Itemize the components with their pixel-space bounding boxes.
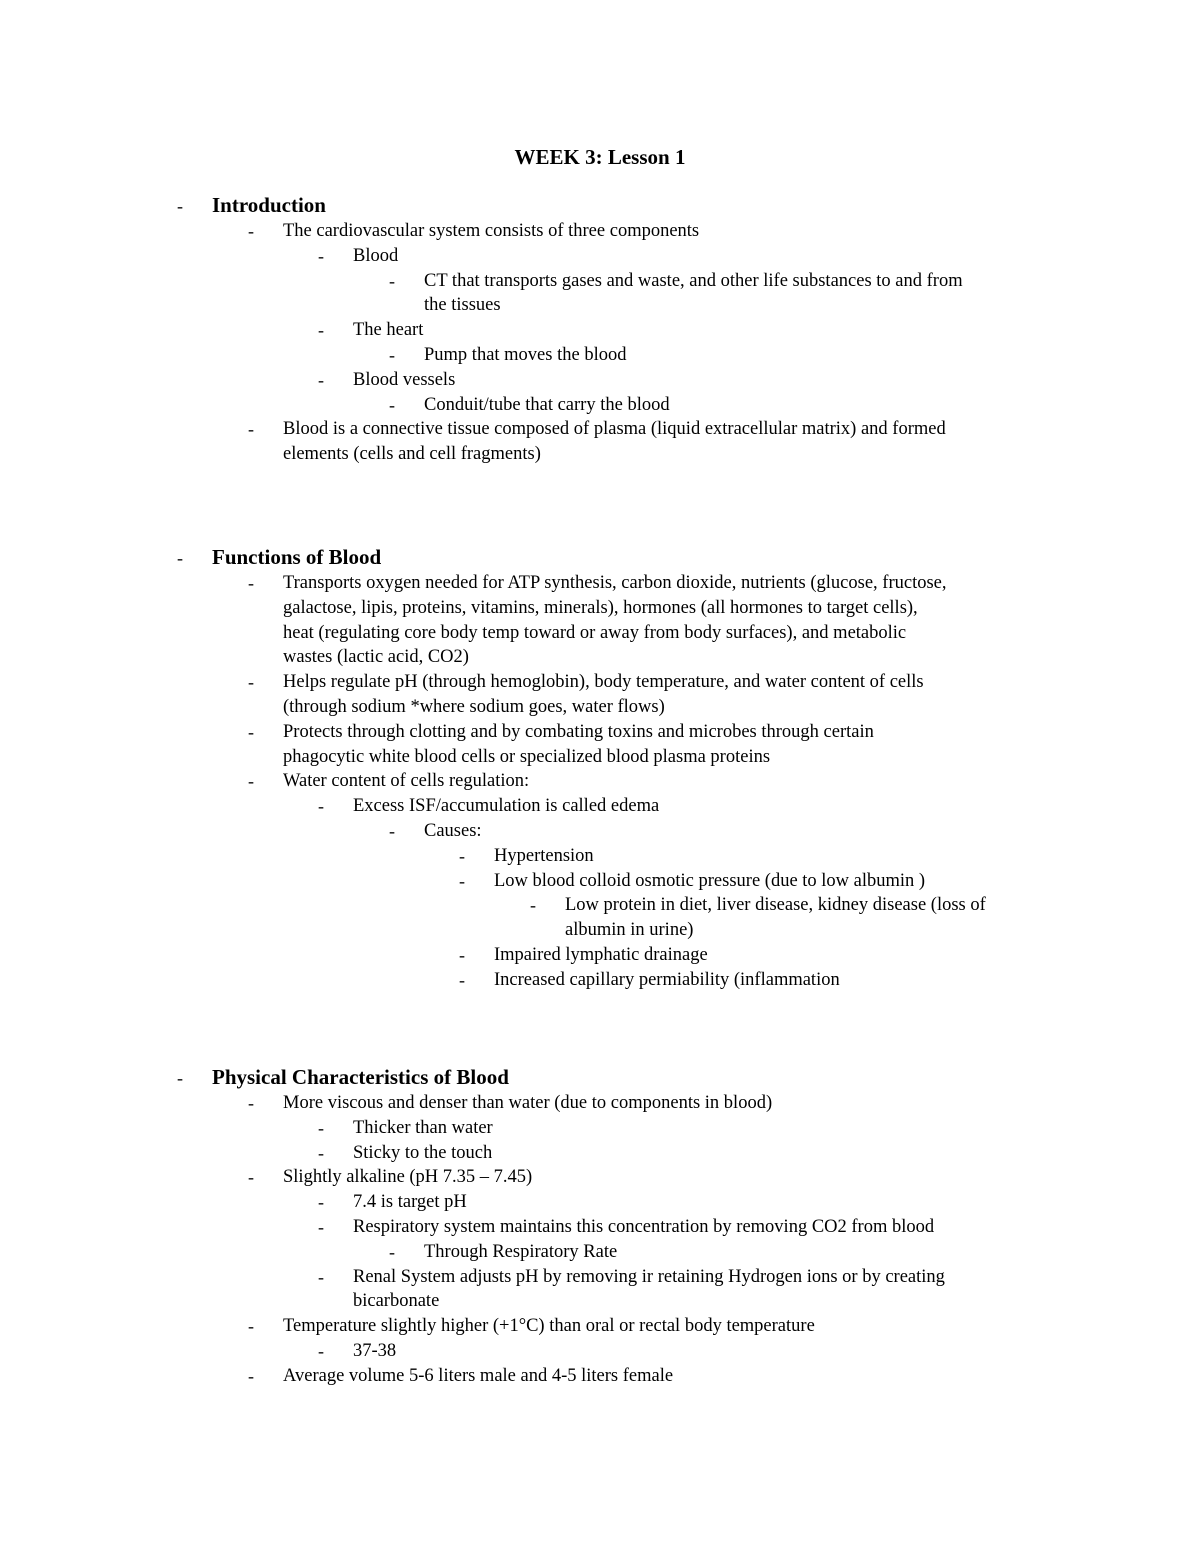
bullet-dash: -: [177, 1068, 183, 1088]
bullet-dash: -: [318, 1142, 324, 1163]
bullet-dash: -: [389, 270, 395, 291]
bullet-dash: -: [530, 895, 536, 916]
list-item: Renal System adjusts pH by removing ir retaining Hydrogen ions or by creating: [353, 1266, 945, 1287]
list-item: More viscous and denser than water (due to components in blood): [283, 1093, 773, 1113]
list-item: Pump that moves the blood: [424, 345, 627, 365]
page-title: WEEK 3: Lesson 1: [514, 145, 686, 169]
list-item-continuation: wastes (lactic acid, CO2): [283, 647, 469, 668]
list-item: CT that transports gases and waste, and other life substances to and from: [424, 270, 963, 291]
list-item: Helps regulate pH (through hemoglobin), body temperature, and water content of cells: [283, 672, 924, 693]
list-item: Increased capillary permiability (inflammation: [494, 969, 840, 990]
list-item: Sticky to the touch: [353, 1142, 493, 1163]
list-item: Transports oxygen needed for ATP synthesis, carbon dioxide, nutrients (glucose, fructose,: [283, 573, 947, 593]
list-item-continuation: phagocytic white blood cells or specialized blood plasma proteins: [283, 746, 771, 767]
bullet-dash: -: [389, 1241, 395, 1262]
bullet-dash: -: [248, 419, 254, 440]
list-item: Respiratory system maintains this concentration by removing CO2 from blood: [353, 1217, 935, 1237]
bullet-dash: -: [318, 1217, 324, 1237]
section-heading: Functions of Blood: [212, 545, 382, 569]
bullet-dash: -: [318, 796, 324, 817]
bullet-dash: -: [318, 245, 324, 266]
bullet-dash: -: [459, 870, 465, 891]
list-item-continuation: bicarbonate: [353, 1291, 440, 1312]
list-item: Low blood colloid osmotic pressure (due to low albumin ): [494, 870, 926, 891]
list-item: Temperature slightly higher (+1°C) than oral or rectal body temperature: [283, 1316, 815, 1337]
bullet-dash: -: [459, 845, 465, 866]
bullet-dash: -: [318, 1117, 324, 1138]
bullet-dash: -: [177, 548, 183, 568]
list-item: Low protein in diet, liver disease, kidney disease (loss of: [565, 895, 986, 916]
bullet-dash: -: [248, 1093, 254, 1113]
list-item-continuation: the tissues: [424, 295, 501, 316]
bullet-dash: -: [318, 1266, 324, 1287]
list-item: Blood vessels: [353, 369, 456, 390]
bullet-dash: -: [248, 573, 254, 593]
bullet-dash: -: [248, 221, 254, 241]
bullet-dash: -: [459, 969, 465, 990]
list-item: The heart: [353, 320, 424, 341]
bullet-dash: -: [318, 320, 324, 341]
bullet-dash: -: [318, 1341, 324, 1361]
list-item-continuation: elements (cells and cell fragments): [283, 444, 541, 465]
list-item: Slightly alkaline (pH 7.35 – 7.45): [283, 1167, 533, 1188]
bullet-dash: -: [248, 672, 254, 693]
bullet-dash: -: [248, 721, 254, 742]
bullet-dash: -: [459, 945, 465, 965]
list-item-continuation: heat (regulating core body temp toward or away from body surfaces), and metabolic: [283, 622, 907, 643]
list-item: Impaired lymphatic drainage: [494, 945, 708, 965]
list-item: Protects through clotting and by combating toxins and microbes through certain: [283, 721, 874, 742]
bullet-dash: -: [389, 821, 395, 841]
bullet-dash: -: [177, 196, 183, 216]
list-item: Through Respiratory Rate: [424, 1241, 618, 1262]
list-item: Hypertension: [494, 845, 594, 866]
section-heading: Physical Characteristics of Blood: [212, 1065, 509, 1089]
bullet-dash: -: [389, 394, 395, 415]
list-item: Causes:: [424, 821, 482, 841]
bullet-dash: -: [389, 345, 395, 365]
bullet-dash: -: [248, 1167, 254, 1188]
section-heading: Introduction: [212, 193, 326, 217]
bullet-dash: -: [248, 771, 254, 792]
list-item: The cardiovascular system consists of three components: [283, 221, 700, 241]
list-item: 7.4 is target pH: [353, 1192, 467, 1213]
list-item: Thicker than water: [353, 1117, 493, 1138]
list-item: Average volume 5-6 liters male and 4-5 liters female: [283, 1365, 674, 1386]
list-item-continuation: albumin in urine): [565, 920, 694, 941]
bullet-dash: -: [248, 1365, 254, 1386]
list-item: Water content of cells regulation:: [283, 771, 530, 792]
list-item: 37-38: [353, 1341, 397, 1361]
list-item-continuation: galactose, lipis, proteins, vitamins, minerals), hormones (all hormones to target cells),: [283, 597, 918, 618]
bullet-dash: -: [318, 369, 324, 390]
list-item-continuation: (through sodium *where sodium goes, water flows): [283, 697, 665, 717]
bullet-dash: -: [248, 1316, 254, 1337]
list-item: Blood is a connective tissue composed of plasma (liquid extracellular matrix) and formed: [283, 419, 946, 440]
list-item: Excess ISF/accumulation is called edema: [353, 796, 660, 817]
bullet-dash: -: [318, 1192, 324, 1213]
list-item: Blood: [353, 245, 399, 266]
list-item: Conduit/tube that carry the blood: [424, 394, 670, 415]
